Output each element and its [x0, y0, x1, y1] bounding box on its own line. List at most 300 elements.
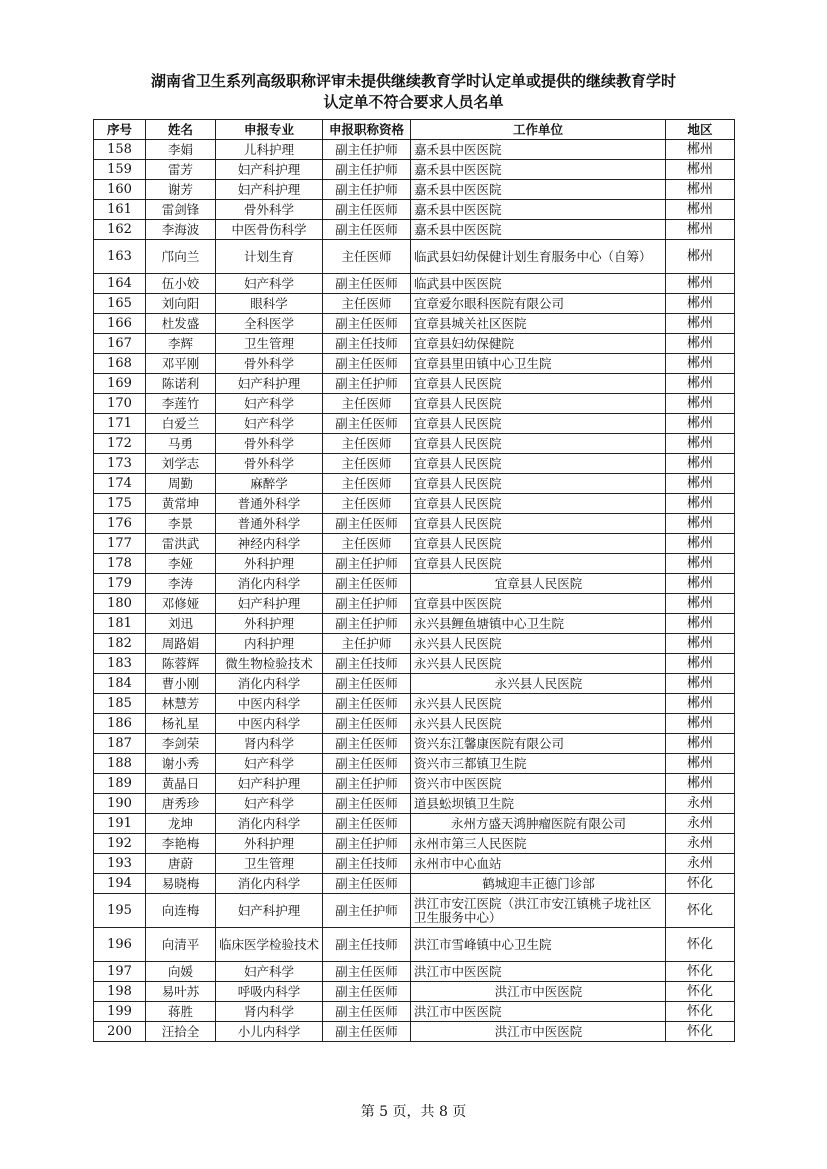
cell-region: 怀化 — [666, 928, 735, 962]
cell-title-qualification: 副主任医师 — [323, 1022, 411, 1042]
cell-region: 怀化 — [666, 982, 735, 1002]
cell-name: 邝向兰 — [146, 240, 216, 274]
cell-region: 郴州 — [666, 494, 735, 514]
cell-work-unit: 永兴县鲤鱼塘镇中心卫生院 — [411, 614, 666, 634]
cell-seq: 159 — [94, 160, 146, 180]
cell-work-unit: 宜章县人民医院 — [411, 434, 666, 454]
cell-title-qualification: 主任医师 — [323, 294, 411, 314]
cell-major: 骨外科学 — [216, 434, 323, 454]
cell-name: 李辉 — [146, 334, 216, 354]
cell-seq: 158 — [94, 140, 146, 160]
cell-major: 妇产科护理 — [216, 180, 323, 200]
table-row — [94, 240, 735, 274]
cell-work-unit: 宜章县里田镇中心卫生院 — [411, 354, 666, 374]
cell-name: 白爱兰 — [146, 414, 216, 434]
cell-seq: 188 — [94, 754, 146, 774]
cell-region: 永州 — [666, 794, 735, 814]
cell-major: 妇产科学 — [216, 394, 323, 414]
cell-region: 郴州 — [666, 160, 735, 180]
table-row — [94, 734, 735, 754]
cell-name: 龙坤 — [146, 814, 216, 834]
cell-title-qualification: 副主任护师 — [323, 614, 411, 634]
cell-work-unit: 宜章县城关社区医院 — [411, 314, 666, 334]
cell-work-unit: 资兴市三都镇卫生院 — [411, 754, 666, 774]
cell-work-unit: 嘉禾县中医医院 — [411, 140, 666, 160]
cell-major: 小儿内科学 — [216, 1022, 323, 1042]
cell-region: 怀化 — [666, 874, 735, 894]
table-row — [94, 594, 735, 614]
table-row — [94, 554, 735, 574]
table-row — [94, 614, 735, 634]
cell-major: 中医内科学 — [216, 714, 323, 734]
cell-region: 郴州 — [666, 220, 735, 240]
table-row — [94, 714, 735, 734]
cell-title-qualification: 副主任技师 — [323, 928, 411, 962]
cell-title-qualification: 主任医师 — [323, 394, 411, 414]
cell-major: 妇产科护理 — [216, 594, 323, 614]
document-title-line2: 认定单不符合要求人员名单 — [323, 93, 504, 111]
cell-major: 全科医学 — [216, 314, 323, 334]
cell-name: 刘向阳 — [146, 294, 216, 314]
cell-seq: 198 — [94, 982, 146, 1002]
cell-seq: 184 — [94, 674, 146, 694]
cell-work-unit: 宜章县人民医院 — [411, 574, 666, 594]
cell-region: 郴州 — [666, 554, 735, 574]
cell-work-unit: 永兴县人民医院 — [411, 714, 666, 734]
cell-work-unit: 宜章县人民医院 — [411, 554, 666, 574]
cell-major: 妇产科护理 — [216, 774, 323, 794]
cell-region: 郴州 — [666, 534, 735, 554]
cell-major: 骨外科学 — [216, 354, 323, 374]
cell-region: 怀化 — [666, 962, 735, 982]
cell-work-unit: 宜章县人民医院 — [411, 394, 666, 414]
cell-seq: 181 — [94, 614, 146, 634]
cell-major: 妇产科学 — [216, 962, 323, 982]
cell-name: 易晓梅 — [146, 874, 216, 894]
cell-name: 雷芳 — [146, 160, 216, 180]
cell-title-qualification: 主任医师 — [323, 454, 411, 474]
cell-name: 李艳梅 — [146, 834, 216, 854]
cell-work-unit: 宜章县人民医院 — [411, 494, 666, 514]
cell-title-qualification: 副主任医师 — [323, 874, 411, 894]
table-row — [94, 354, 735, 374]
cell-seq: 196 — [94, 928, 146, 962]
cell-seq: 195 — [94, 894, 146, 928]
personnel-table — [93, 119, 735, 1042]
cell-name: 杨礼星 — [146, 714, 216, 734]
cell-title-qualification: 副主任医师 — [323, 982, 411, 1002]
table-row — [94, 874, 735, 894]
cell-name: 向清平 — [146, 928, 216, 962]
cell-title-qualification: 主任医师 — [323, 474, 411, 494]
cell-title-qualification: 副主任护师 — [323, 894, 411, 928]
cell-seq: 177 — [94, 534, 146, 554]
cell-title-qualification: 主任医师 — [323, 534, 411, 554]
cell-work-unit: 洪江市中医医院 — [411, 1002, 666, 1022]
cell-name: 向媛 — [146, 962, 216, 982]
cell-major: 卫生管理 — [216, 334, 323, 354]
cell-title-qualification: 副主任医师 — [323, 962, 411, 982]
table-row — [94, 274, 735, 294]
cell-seq: 173 — [94, 454, 146, 474]
cell-work-unit: 宜章县人民医院 — [411, 414, 666, 434]
cell-seq: 182 — [94, 634, 146, 654]
cell-work-unit: 永州方盛天鸿肿瘤医院有限公司 — [411, 814, 666, 834]
cell-seq: 165 — [94, 294, 146, 314]
cell-title-qualification: 副主任护师 — [323, 774, 411, 794]
header-title-qualification: 申报职称资格 — [323, 120, 411, 140]
cell-title-qualification: 主任护师 — [323, 634, 411, 654]
cell-name: 雷剑锋 — [146, 200, 216, 220]
cell-name: 李海波 — [146, 220, 216, 240]
page-footer: 第 5 页，共 8 页 — [360, 1104, 467, 1120]
cell-major: 消化内科学 — [216, 814, 323, 834]
cell-major: 眼科学 — [216, 294, 323, 314]
cell-title-qualification: 副主任护师 — [323, 160, 411, 180]
table-row — [94, 854, 735, 874]
cell-region: 郴州 — [666, 274, 735, 294]
cell-region: 郴州 — [666, 754, 735, 774]
table-header-row — [94, 120, 735, 140]
cell-seq: 172 — [94, 434, 146, 454]
cell-name: 李莲竹 — [146, 394, 216, 414]
cell-name: 曹小刚 — [146, 674, 216, 694]
cell-title-qualification: 副主任医师 — [323, 414, 411, 434]
cell-work-unit: 临武县中医医院 — [411, 274, 666, 294]
cell-seq: 170 — [94, 394, 146, 414]
cell-work-unit: 宜章县人民医院 — [411, 374, 666, 394]
cell-title-qualification: 主任医师 — [323, 434, 411, 454]
cell-title-qualification: 主任医师 — [323, 494, 411, 514]
cell-name: 马勇 — [146, 434, 216, 454]
cell-seq: 189 — [94, 774, 146, 794]
cell-region: 郴州 — [666, 374, 735, 394]
cell-work-unit: 宜章县人民医院 — [411, 514, 666, 534]
cell-major: 计划生育 — [216, 240, 323, 274]
cell-title-qualification: 副主任护师 — [323, 834, 411, 854]
cell-title-qualification: 副主任医师 — [323, 514, 411, 534]
cell-seq: 160 — [94, 180, 146, 200]
cell-name: 邓平刚 — [146, 354, 216, 374]
table-row — [94, 374, 735, 394]
cell-name: 黄晶日 — [146, 774, 216, 794]
cell-work-unit: 鹤城迎丰正德门诊部 — [411, 874, 666, 894]
document-title-line1: 湖南省卫生系列高级职称评审未提供继续教育学时认定单或提供的继续教育学时 — [150, 72, 676, 90]
cell-major: 中医骨伤科学 — [216, 220, 323, 240]
cell-name: 林慧芳 — [146, 694, 216, 714]
cell-work-unit: 嘉禾县中医医院 — [411, 180, 666, 200]
table-row — [94, 574, 735, 594]
cell-major: 消化内科学 — [216, 874, 323, 894]
cell-region: 郴州 — [666, 294, 735, 314]
cell-work-unit: 临武县妇幼保健计划生育服务中心（自筹） — [411, 240, 666, 274]
cell-seq: 180 — [94, 594, 146, 614]
cell-title-qualification: 副主任护师 — [323, 374, 411, 394]
cell-major: 妇产科学 — [216, 794, 323, 814]
cell-title-qualification: 副主任医师 — [323, 200, 411, 220]
cell-title-qualification: 副主任医师 — [323, 794, 411, 814]
cell-region: 郴州 — [666, 394, 735, 414]
cell-name: 陈诺利 — [146, 374, 216, 394]
table-row — [94, 1022, 735, 1042]
cell-work-unit: 永兴县人民医院 — [411, 654, 666, 674]
header-name: 姓名 — [146, 120, 216, 140]
cell-region: 郴州 — [666, 140, 735, 160]
table-row — [94, 774, 735, 794]
cell-seq: 190 — [94, 794, 146, 814]
cell-region: 怀化 — [666, 1022, 735, 1042]
table-row — [94, 314, 735, 334]
cell-major: 妇产科护理 — [216, 374, 323, 394]
cell-seq: 194 — [94, 874, 146, 894]
cell-region: 郴州 — [666, 200, 735, 220]
cell-seq: 174 — [94, 474, 146, 494]
cell-major: 普通外科学 — [216, 514, 323, 534]
table-row — [94, 834, 735, 854]
cell-work-unit: 洪江市中医医院 — [411, 962, 666, 982]
cell-seq: 166 — [94, 314, 146, 334]
cell-major: 肾内科学 — [216, 734, 323, 754]
cell-name: 向连梅 — [146, 894, 216, 928]
cell-region: 郴州 — [666, 180, 735, 200]
cell-region: 郴州 — [666, 594, 735, 614]
table-row — [94, 962, 735, 982]
cell-seq: 200 — [94, 1022, 146, 1042]
cell-name: 周勤 — [146, 474, 216, 494]
table-row — [94, 474, 735, 494]
cell-title-qualification: 副主任医师 — [323, 754, 411, 774]
cell-name: 雷洪武 — [146, 534, 216, 554]
table-row — [94, 394, 735, 414]
cell-region: 郴州 — [666, 734, 735, 754]
cell-work-unit: 道县蚣坝镇卫生院 — [411, 794, 666, 814]
cell-major: 外科护理 — [216, 834, 323, 854]
cell-name: 唐蔚 — [146, 854, 216, 874]
cell-seq: 178 — [94, 554, 146, 574]
cell-name: 李剑荣 — [146, 734, 216, 754]
cell-region: 郴州 — [666, 614, 735, 634]
table-row — [94, 200, 735, 220]
cell-seq: 191 — [94, 814, 146, 834]
cell-name: 周路娟 — [146, 634, 216, 654]
table-row — [94, 494, 735, 514]
cell-seq: 183 — [94, 654, 146, 674]
cell-work-unit: 永州市中心血站 — [411, 854, 666, 874]
cell-seq: 169 — [94, 374, 146, 394]
cell-title-qualification: 副主任医师 — [323, 674, 411, 694]
cell-seq: 187 — [94, 734, 146, 754]
cell-major: 麻醉学 — [216, 474, 323, 494]
cell-title-qualification: 副主任医师 — [323, 814, 411, 834]
cell-name: 蒋胜 — [146, 1002, 216, 1022]
table-row — [94, 220, 735, 240]
cell-seq: 179 — [94, 574, 146, 594]
cell-major: 微生物检验技术 — [216, 654, 323, 674]
cell-name: 伍小姣 — [146, 274, 216, 294]
cell-region: 郴州 — [666, 240, 735, 274]
cell-region: 郴州 — [666, 774, 735, 794]
cell-major: 神经内科学 — [216, 534, 323, 554]
cell-major: 骨外科学 — [216, 454, 323, 474]
cell-title-qualification: 副主任医师 — [323, 1002, 411, 1022]
cell-major: 临床医学检验技术 — [216, 928, 323, 962]
cell-seq: 197 — [94, 962, 146, 982]
cell-work-unit: 宜章爱尔眼科医院有限公司 — [411, 294, 666, 314]
cell-work-unit: 宜章县人民医院 — [411, 454, 666, 474]
cell-name: 刘学志 — [146, 454, 216, 474]
cell-region: 永州 — [666, 854, 735, 874]
cell-region: 郴州 — [666, 434, 735, 454]
cell-work-unit: 资兴市中医医院 — [411, 774, 666, 794]
cell-major: 妇产科护理 — [216, 894, 323, 928]
cell-seq: 168 — [94, 354, 146, 374]
cell-work-unit: 永兴县人民医院 — [411, 634, 666, 654]
cell-work-unit: 资兴东江馨康医院有限公司 — [411, 734, 666, 754]
cell-major: 妇产科学 — [216, 274, 323, 294]
cell-seq: 185 — [94, 694, 146, 714]
cell-title-qualification: 副主任技师 — [323, 854, 411, 874]
table-row — [94, 334, 735, 354]
cell-seq: 199 — [94, 1002, 146, 1022]
table-row — [94, 514, 735, 534]
cell-name: 汪拾全 — [146, 1022, 216, 1042]
cell-name: 李娟 — [146, 140, 216, 160]
header-seq: 序号 — [94, 120, 146, 140]
cell-major: 外科护理 — [216, 614, 323, 634]
cell-title-qualification: 副主任护师 — [323, 594, 411, 614]
cell-work-unit: 永兴县人民医院 — [411, 674, 666, 694]
cell-title-qualification: 副主任技师 — [323, 334, 411, 354]
cell-seq: 162 — [94, 220, 146, 240]
cell-major: 卫生管理 — [216, 854, 323, 874]
cell-region: 郴州 — [666, 314, 735, 334]
table-row — [94, 814, 735, 834]
cell-title-qualification: 副主任医师 — [323, 574, 411, 594]
cell-region: 郴州 — [666, 354, 735, 374]
cell-work-unit: 洪江市中医医院 — [411, 1022, 666, 1042]
cell-major: 消化内科学 — [216, 674, 323, 694]
cell-seq: 192 — [94, 834, 146, 854]
cell-seq: 161 — [94, 200, 146, 220]
table-row — [94, 754, 735, 774]
cell-name: 刘迅 — [146, 614, 216, 634]
cell-major: 妇产科护理 — [216, 160, 323, 180]
cell-region: 郴州 — [666, 634, 735, 654]
cell-name: 李涛 — [146, 574, 216, 594]
cell-title-qualification: 副主任医师 — [323, 694, 411, 714]
table-row — [94, 294, 735, 314]
cell-name: 谢芳 — [146, 180, 216, 200]
cell-title-qualification: 副主任医师 — [323, 314, 411, 334]
cell-seq: 163 — [94, 240, 146, 274]
cell-title-qualification: 副主任护师 — [323, 140, 411, 160]
table-row — [94, 414, 735, 434]
cell-region: 郴州 — [666, 574, 735, 594]
table-row — [94, 454, 735, 474]
cell-title-qualification: 副主任医师 — [323, 274, 411, 294]
cell-major: 呼吸内科学 — [216, 982, 323, 1002]
cell-major: 中医内科学 — [216, 694, 323, 714]
cell-region: 郴州 — [666, 514, 735, 534]
cell-title-qualification: 副主任医师 — [323, 354, 411, 374]
cell-region: 郴州 — [666, 474, 735, 494]
cell-title-qualification: 副主任护师 — [323, 180, 411, 200]
cell-work-unit: 永州市第三人民医院 — [411, 834, 666, 854]
cell-title-qualification: 副主任医师 — [323, 734, 411, 754]
cell-region: 郴州 — [666, 694, 735, 714]
table-row — [94, 982, 735, 1002]
cell-region: 郴州 — [666, 454, 735, 474]
cell-major: 肾内科学 — [216, 1002, 323, 1022]
cell-seq: 175 — [94, 494, 146, 514]
cell-region: 郴州 — [666, 414, 735, 434]
cell-name: 邓修娅 — [146, 594, 216, 614]
cell-major: 普通外科学 — [216, 494, 323, 514]
table-row — [94, 434, 735, 454]
cell-seq: 176 — [94, 514, 146, 534]
table-row — [94, 794, 735, 814]
cell-name: 易叶苏 — [146, 982, 216, 1002]
table-row — [94, 160, 735, 180]
table-row — [94, 674, 735, 694]
cell-name: 李娅 — [146, 554, 216, 574]
cell-region: 怀化 — [666, 894, 735, 928]
table-row — [94, 894, 735, 928]
table-row — [94, 694, 735, 714]
cell-name: 谢小秀 — [146, 754, 216, 774]
cell-work-unit: 洪江市中医医院 — [411, 982, 666, 1002]
cell-work-unit: 洪江市安江医院（洪江市安江镇桃子垅社区卫生服务中心） — [411, 894, 666, 928]
cell-major: 内科护理 — [216, 634, 323, 654]
cell-major: 妇产科学 — [216, 754, 323, 774]
header-region: 地区 — [666, 120, 735, 140]
cell-major: 外科护理 — [216, 554, 323, 574]
cell-region: 郴州 — [666, 654, 735, 674]
cell-work-unit: 嘉禾县中医医院 — [411, 200, 666, 220]
cell-name: 杜发盛 — [146, 314, 216, 334]
cell-work-unit: 洪江市雪峰镇中心卫生院 — [411, 928, 666, 962]
table-row — [94, 140, 735, 160]
cell-region: 郴州 — [666, 714, 735, 734]
cell-work-unit: 宜章县妇幼保健院 — [411, 334, 666, 354]
cell-region: 郴州 — [666, 334, 735, 354]
header-major: 申报专业 — [216, 120, 323, 140]
cell-work-unit: 嘉禾县中医医院 — [411, 220, 666, 240]
cell-title-qualification: 副主任医师 — [323, 220, 411, 240]
cell-work-unit: 宜章县中医医院 — [411, 594, 666, 614]
cell-major: 妇产科学 — [216, 414, 323, 434]
table-row — [94, 654, 735, 674]
table-row — [94, 1002, 735, 1022]
cell-title-qualification: 副主任医师 — [323, 714, 411, 734]
cell-work-unit: 永兴县人民医院 — [411, 694, 666, 714]
cell-name: 黄常坤 — [146, 494, 216, 514]
cell-major: 骨外科学 — [216, 200, 323, 220]
cell-region: 怀化 — [666, 1002, 735, 1022]
cell-work-unit: 宜章县人民医院 — [411, 534, 666, 554]
cell-region: 永州 — [666, 834, 735, 854]
table-row — [94, 634, 735, 654]
cell-region: 郴州 — [666, 674, 735, 694]
cell-major: 消化内科学 — [216, 574, 323, 594]
cell-seq: 164 — [94, 274, 146, 294]
cell-major: 儿科护理 — [216, 140, 323, 160]
header-work-unit: 工作单位 — [411, 120, 666, 140]
cell-name: 陈蓉辉 — [146, 654, 216, 674]
cell-seq: 193 — [94, 854, 146, 874]
cell-region: 永州 — [666, 814, 735, 834]
cell-seq: 171 — [94, 414, 146, 434]
